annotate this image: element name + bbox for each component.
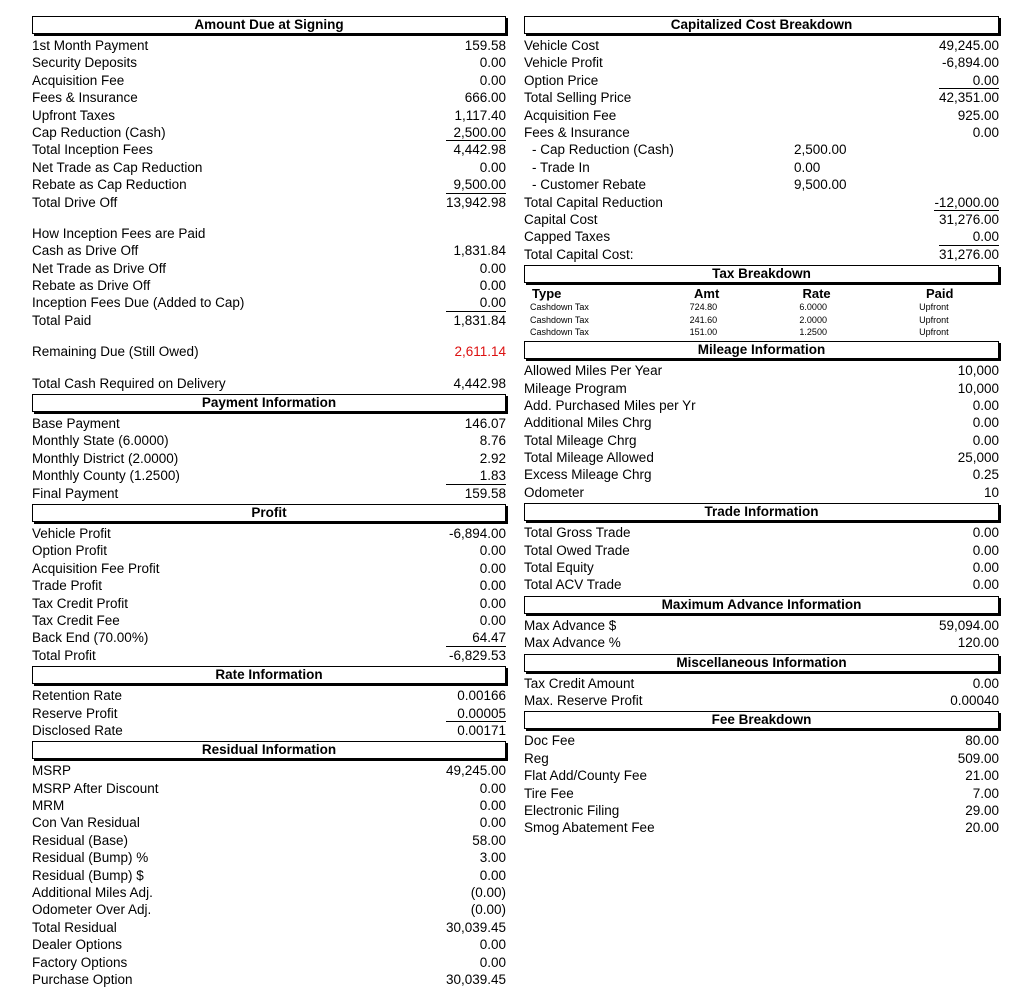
row-value: 0.00 bbox=[479, 55, 506, 71]
row-label: Additional Miles Adj. bbox=[32, 885, 153, 901]
row-label: Residual (Bump) $ bbox=[32, 867, 144, 883]
row-value: 0.00 bbox=[939, 72, 999, 89]
row-label: Rebate as Cap Reduction bbox=[32, 177, 187, 193]
row-con-van-residual bbox=[32, 814, 506, 831]
row-value: (0.00) bbox=[470, 902, 506, 918]
row-dealer-options bbox=[32, 936, 506, 953]
row-total-drive-off bbox=[32, 194, 506, 211]
row-value: 1,831.84 bbox=[453, 243, 506, 259]
row-value: 0.00 bbox=[972, 124, 999, 140]
row-value: 1.83 bbox=[446, 467, 506, 484]
row-value: 0.00 bbox=[479, 543, 506, 559]
tax-cell: 241.60 bbox=[689, 314, 718, 325]
row-value: 0.00005 bbox=[446, 705, 506, 722]
row-label: Capital Cost bbox=[524, 211, 598, 227]
row-value: -6,829.53 bbox=[448, 647, 506, 663]
row-label: Total Profit bbox=[32, 647, 96, 663]
row-label: Residual (Bump) % bbox=[32, 850, 149, 866]
row-label: - Trade In bbox=[532, 159, 590, 175]
row-net-trade-as-drive-off bbox=[32, 260, 506, 277]
spacer bbox=[32, 211, 506, 225]
row-total-inception-fees bbox=[32, 141, 506, 158]
row-value: 21.00 bbox=[965, 768, 999, 784]
row-value: 49,245.00 bbox=[938, 38, 999, 53]
row-trade-profit bbox=[32, 577, 506, 594]
row-label: Acquisition Fee bbox=[524, 107, 617, 123]
row-value: 2,611.14 bbox=[454, 344, 506, 360]
row-value: 0.00 bbox=[479, 578, 506, 594]
row-value: 58.00 bbox=[472, 832, 506, 848]
row-label: Reserve Profit bbox=[32, 705, 118, 721]
row-label: Fees & Insurance bbox=[524, 124, 630, 140]
row-value: 0.00 bbox=[972, 525, 999, 541]
row-value: 0.00 bbox=[479, 159, 506, 175]
row-label: Max Advance % bbox=[524, 635, 621, 651]
row-label: Acquisition Fee Profit bbox=[32, 560, 160, 576]
row-value: (0.00) bbox=[470, 885, 506, 901]
row-value: 925.00 bbox=[957, 107, 999, 123]
row-excess-mileage-chrg bbox=[524, 466, 999, 483]
spacer bbox=[32, 329, 506, 343]
row-total-cash-required-on-delivery bbox=[32, 375, 506, 392]
row-trade-in bbox=[524, 159, 999, 176]
row-residual-base bbox=[32, 832, 506, 849]
row-value: 10,000 bbox=[957, 380, 999, 396]
row-label: 1st Month Payment bbox=[32, 38, 149, 53]
row-option-profit bbox=[32, 542, 506, 559]
row-label: Max Advance $ bbox=[524, 617, 617, 633]
row-value: 64.47 bbox=[446, 629, 506, 646]
row-total-mileage-allowed bbox=[524, 449, 999, 466]
tax-cell: 1.2500 bbox=[799, 327, 827, 338]
row-label: Total Mileage Chrg bbox=[524, 432, 637, 448]
row-total-acv-trade bbox=[524, 576, 999, 593]
row-vehicle-cost bbox=[524, 37, 999, 54]
row-label: Flat Add/County Fee bbox=[524, 768, 648, 784]
section-header-profit: Profit bbox=[32, 504, 506, 522]
row-label: Total Paid bbox=[32, 312, 92, 328]
row-label: Residual (Base) bbox=[32, 832, 129, 848]
row-label: Additional Miles Chrg bbox=[524, 415, 652, 431]
row-net-trade-as-cap-reduction bbox=[32, 159, 506, 176]
row-label: Tax Credit Profit bbox=[32, 595, 129, 611]
row-monthly-state-6-0000 bbox=[32, 432, 506, 449]
row-odometer-over-adj bbox=[32, 901, 506, 918]
row-label: Monthly District (2.0000) bbox=[32, 450, 179, 466]
row-label: Allowed Miles Per Year bbox=[524, 363, 663, 379]
tax-cell: 724.80 bbox=[689, 302, 718, 313]
row-label: Inception Fees Due (Added to Cap) bbox=[32, 295, 245, 311]
row-label: Total ACV Trade bbox=[524, 577, 622, 593]
row-label: Factory Options bbox=[32, 954, 128, 970]
section-header-fee-breakdown: Fee Breakdown bbox=[524, 711, 999, 729]
row-label: Vehicle Cost bbox=[524, 38, 600, 53]
row-vehicle-profit bbox=[524, 54, 999, 71]
row-value: 0.00 bbox=[479, 780, 506, 796]
row-value: 0.00 bbox=[972, 675, 999, 691]
tax-cell: 151.00 bbox=[689, 327, 718, 338]
row-value: 9,500.00 bbox=[446, 176, 506, 193]
row-total-mileage-chrg bbox=[524, 432, 999, 449]
row-label: Tire Fee bbox=[524, 785, 574, 801]
row-disclosed-rate bbox=[32, 722, 506, 739]
spacer bbox=[32, 361, 506, 375]
row-cash-as-drive-off bbox=[32, 242, 506, 259]
row-flat-add-county-fee bbox=[524, 767, 999, 784]
row-label: Total Residual bbox=[32, 919, 117, 935]
row-value: 0.00 bbox=[479, 815, 506, 831]
row-fees-insurance bbox=[524, 124, 999, 141]
row-label: Vehicle Profit bbox=[32, 525, 111, 541]
row-value: 0.00 bbox=[972, 432, 999, 448]
tax-cell: Cashdown Tax bbox=[530, 327, 589, 338]
row-value: 0.00 bbox=[972, 542, 999, 558]
row-value: 0.00 bbox=[972, 415, 999, 431]
row-reserve-profit bbox=[32, 705, 506, 722]
row-rebate-as-drive-off bbox=[32, 277, 506, 294]
row-purchase-option bbox=[32, 971, 506, 988]
row-label: Con Van Residual bbox=[32, 815, 140, 831]
row-total-capital-cost bbox=[524, 246, 999, 263]
tax-cell: Upfront bbox=[919, 302, 949, 313]
row-label: Odometer Over Adj. bbox=[32, 902, 152, 918]
row-msrp bbox=[32, 762, 506, 779]
row-label: Back End (70.00%) bbox=[32, 630, 149, 646]
row-value: 31,276.00 bbox=[938, 246, 999, 262]
row-value: 0.00 bbox=[479, 260, 506, 276]
row-total-profit bbox=[32, 647, 506, 664]
row-value: 10,000 bbox=[957, 363, 999, 379]
row-total-selling-price bbox=[524, 89, 999, 106]
row-label: Final Payment bbox=[32, 485, 119, 501]
row-value: 0.00 bbox=[479, 937, 506, 953]
row-value: 49,245.00 bbox=[445, 763, 506, 779]
row-value: 0.00 bbox=[479, 867, 506, 883]
row-label: Total Equity bbox=[524, 560, 594, 576]
row-value: 0.00 bbox=[446, 294, 506, 311]
row-value: 30,039.45 bbox=[445, 919, 506, 935]
section-header-mileage-information: Mileage Information bbox=[524, 341, 999, 359]
row-label: Excess Mileage Chrg bbox=[524, 467, 652, 483]
row-label: Total Owed Trade bbox=[524, 542, 630, 558]
row-vehicle-profit bbox=[32, 525, 506, 542]
row-acquisition-fee-profit bbox=[32, 560, 506, 577]
tax-cell: 2.0000 bbox=[799, 314, 827, 325]
row-label: Odometer bbox=[524, 484, 585, 500]
row-tire-fee bbox=[524, 785, 999, 802]
row-value: 1,831.84 bbox=[453, 312, 506, 328]
tax-cell: Upfront bbox=[919, 327, 949, 338]
row-value: 0.00166 bbox=[457, 688, 506, 704]
section-header-residual-information: Residual Information bbox=[32, 741, 506, 759]
tax-cell: 6.0000 bbox=[799, 302, 827, 313]
row-value: 10 bbox=[983, 484, 999, 500]
row-value: 20.00 bbox=[965, 820, 999, 836]
row-fees-insurance bbox=[32, 89, 506, 106]
row-value: 8.76 bbox=[479, 433, 506, 449]
row-total-capital-reduction bbox=[524, 194, 999, 211]
section-header-amount-due-at-signing: Amount Due at Signing bbox=[32, 16, 506, 34]
row-total-gross-trade bbox=[524, 524, 999, 541]
row-odometer bbox=[524, 484, 999, 501]
row-value: 666.00 bbox=[464, 90, 506, 106]
row-label: Dealer Options bbox=[32, 937, 123, 953]
row-label: Total Selling Price bbox=[524, 90, 632, 106]
row-label: Acquisition Fee bbox=[32, 72, 125, 88]
tax-table-row bbox=[524, 301, 999, 314]
row-label: Security Deposits bbox=[32, 55, 138, 71]
section-header-miscellaneous-information: Miscellaneous Information bbox=[524, 654, 999, 672]
row-reg bbox=[524, 750, 999, 767]
row-label: Net Trade as Cap Reduction bbox=[32, 159, 203, 175]
row-value: 42,351.00 bbox=[938, 90, 999, 106]
row-value: 0.25 bbox=[972, 467, 999, 483]
row-value bbox=[446, 225, 506, 242]
row-value: 4,442.98 bbox=[453, 375, 506, 391]
row-label: Total Gross Trade bbox=[524, 525, 631, 541]
row-value bbox=[939, 159, 999, 176]
row-label: Tax Credit Fee bbox=[32, 612, 120, 628]
row-sub-value: 0.00 bbox=[794, 159, 821, 175]
row-label: Mileage Program bbox=[524, 380, 627, 396]
row-capital-cost bbox=[524, 211, 999, 228]
row-max-advance bbox=[524, 634, 999, 651]
row-value: 0.00040 bbox=[950, 693, 999, 708]
tax-cell: Rate bbox=[802, 286, 831, 302]
row-base-payment bbox=[32, 415, 506, 432]
row-label: Trade Profit bbox=[32, 578, 103, 594]
row-value: 159.58 bbox=[464, 485, 506, 501]
row-label: Monthly State (6.0000) bbox=[32, 433, 169, 449]
row-label: Capped Taxes bbox=[524, 229, 611, 245]
row-doc-fee bbox=[524, 732, 999, 749]
row-final-payment bbox=[32, 485, 506, 502]
row-total-paid bbox=[32, 312, 506, 329]
tax-table-row bbox=[524, 314, 999, 327]
row-value: 0.00 bbox=[972, 577, 999, 593]
row-label: Base Payment bbox=[32, 416, 120, 432]
section-header-maximum-advance-information: Maximum Advance Information bbox=[524, 596, 999, 614]
row-factory-options bbox=[32, 954, 506, 971]
row-label: MRM bbox=[32, 798, 65, 814]
row-additional-miles-chrg bbox=[524, 414, 999, 431]
row-value: 80.00 bbox=[965, 733, 999, 749]
row-inception-fees-due-added-to-cap bbox=[32, 294, 506, 311]
row-allowed-miles-per-year bbox=[524, 362, 999, 379]
row-remaining-due-still-owed bbox=[32, 343, 506, 360]
row-value: -6,894.00 bbox=[448, 525, 506, 541]
row-sub-value: 2,500.00 bbox=[794, 142, 847, 158]
row-add-purchased-miles-per-yr bbox=[524, 397, 999, 414]
tax-cell: Upfront bbox=[919, 314, 949, 325]
row-residual-bump bbox=[32, 849, 506, 866]
section-header-tax-breakdown: Tax Breakdown bbox=[524, 265, 999, 283]
tax-cell: Cashdown Tax bbox=[530, 314, 589, 325]
row-option-price bbox=[524, 72, 999, 89]
section-header-trade-information: Trade Information bbox=[524, 503, 999, 521]
section-header-capitalized-cost-breakdown: Capitalized Cost Breakdown bbox=[524, 16, 999, 34]
row-value: 0.00 bbox=[479, 954, 506, 970]
row-label: MSRP bbox=[32, 763, 72, 779]
row-label: Total Inception Fees bbox=[32, 142, 153, 158]
row-label: Vehicle Profit bbox=[524, 55, 603, 71]
row-label: - Cap Reduction (Cash) bbox=[532, 142, 674, 158]
row-label: Electronic Filing bbox=[524, 802, 620, 818]
row-label: Option Profit bbox=[32, 543, 108, 559]
row-total-residual bbox=[32, 919, 506, 936]
row-value: 146.07 bbox=[464, 416, 506, 432]
row-max-reserve-profit bbox=[524, 692, 999, 709]
row-label: Rebate as Drive Off bbox=[32, 278, 151, 294]
row-value: 25,000 bbox=[957, 450, 999, 466]
row-smog-abatement-fee bbox=[524, 819, 999, 836]
row-label: Total Mileage Allowed bbox=[524, 450, 654, 466]
row-value: 0.00 bbox=[479, 798, 506, 814]
row-value: 2,500.00 bbox=[446, 124, 506, 141]
row-value: 31,276.00 bbox=[938, 211, 999, 227]
row-capped-taxes bbox=[524, 228, 999, 245]
row-label: Option Price bbox=[524, 72, 599, 88]
row-sub-value: 9,500.00 bbox=[794, 177, 847, 193]
row-rebate-as-cap-reduction bbox=[32, 176, 506, 193]
row-value: 29.00 bbox=[965, 802, 999, 818]
row-retention-rate bbox=[32, 687, 506, 704]
tax-cell: Amt bbox=[694, 286, 720, 302]
row-value: 4,442.98 bbox=[453, 142, 506, 158]
row-value: 2.92 bbox=[479, 450, 506, 466]
row-1st-month-payment bbox=[32, 37, 506, 54]
row-cap-reduction-cash bbox=[524, 141, 999, 158]
right-column bbox=[524, 14, 999, 837]
row-label: Cash as Drive Off bbox=[32, 243, 139, 259]
row-electronic-filing bbox=[524, 802, 999, 819]
row-label: Remaining Due (Still Owed) bbox=[32, 344, 199, 360]
row-label: Monthly County (1.2500) bbox=[32, 468, 180, 484]
row-tax-credit-fee bbox=[32, 612, 506, 629]
row-value: 7.00 bbox=[972, 785, 999, 801]
row-value: 3.00 bbox=[479, 850, 506, 866]
row-label: Max. Reserve Profit bbox=[524, 693, 643, 708]
row-additional-miles-adj bbox=[32, 884, 506, 901]
row-cap-reduction-cash bbox=[32, 124, 506, 141]
row-max-advance bbox=[524, 617, 999, 634]
row-acquisition-fee bbox=[524, 107, 999, 124]
row-value: -6,894.00 bbox=[941, 55, 999, 71]
row-monthly-district-2-0000 bbox=[32, 450, 506, 467]
row-label: Doc Fee bbox=[524, 733, 576, 749]
tax-cell: Type bbox=[532, 286, 562, 302]
row-upfront-taxes bbox=[32, 107, 506, 124]
row-label: MSRP After Discount bbox=[32, 780, 159, 796]
row-msrp-after-discount bbox=[32, 780, 506, 797]
row-value: 0.00 bbox=[479, 595, 506, 611]
row-acquisition-fee bbox=[32, 72, 506, 89]
row-residual-bump bbox=[32, 867, 506, 884]
row-value bbox=[939, 176, 999, 193]
row-label: Purchase Option bbox=[32, 971, 133, 987]
tax-cell: Cashdown Tax bbox=[530, 302, 589, 313]
row-value: 0.00 bbox=[479, 612, 506, 628]
section-header-payment-information: Payment Information bbox=[32, 394, 506, 412]
row-label: Upfront Taxes bbox=[32, 107, 116, 123]
row-value bbox=[939, 141, 999, 158]
row-value: 0.00 bbox=[479, 72, 506, 88]
row-value: 0.00 bbox=[479, 278, 506, 294]
row-label: Reg bbox=[524, 750, 549, 766]
row-label: Total Drive Off bbox=[32, 194, 118, 210]
row-value: 509.00 bbox=[957, 750, 999, 766]
row-value: 59,094.00 bbox=[938, 617, 999, 633]
row-tax-credit-amount bbox=[524, 675, 999, 692]
row-label: Smog Abatement Fee bbox=[524, 820, 655, 836]
row-total-owed-trade bbox=[524, 542, 999, 559]
row-label: Total Cash Required on Delivery bbox=[32, 375, 226, 391]
row-value: 0.00 bbox=[972, 560, 999, 576]
row-value: 0.00 bbox=[939, 228, 999, 245]
row-label: How Inception Fees are Paid bbox=[32, 225, 206, 241]
row-label: Cap Reduction (Cash) bbox=[32, 124, 166, 140]
row-customer-rebate bbox=[524, 176, 999, 193]
row-label: Add. Purchased Miles per Yr bbox=[524, 397, 696, 413]
row-security-deposits bbox=[32, 54, 506, 71]
tax-table-header bbox=[524, 286, 999, 301]
row-total-equity bbox=[524, 559, 999, 576]
left-column bbox=[32, 14, 506, 988]
row-value: 159.58 bbox=[464, 38, 506, 53]
row-label: Total Capital Reduction bbox=[524, 194, 663, 210]
tax-table-row bbox=[524, 326, 999, 339]
row-value: 13,942.98 bbox=[445, 194, 506, 210]
row-back-end-70-00 bbox=[32, 629, 506, 646]
row-tax-credit-profit bbox=[32, 595, 506, 612]
row-value: 0.00 bbox=[972, 397, 999, 413]
row-label: Retention Rate bbox=[32, 688, 123, 704]
row-label: Disclosed Rate bbox=[32, 722, 123, 738]
row-value: 0.00171 bbox=[457, 722, 506, 738]
row-mrm bbox=[32, 797, 506, 814]
row-value: 0.00 bbox=[479, 560, 506, 576]
row-how-inception-fees-are-paid bbox=[32, 225, 506, 242]
row-label: - Customer Rebate bbox=[532, 177, 647, 193]
row-label: Tax Credit Amount bbox=[524, 675, 635, 691]
row-value: 30,039.45 bbox=[445, 971, 506, 987]
row-label: Total Capital Cost: bbox=[524, 246, 634, 262]
row-value: 120.00 bbox=[957, 635, 999, 651]
row-label: Net Trade as Drive Off bbox=[32, 260, 167, 276]
row-monthly-county-1-2500 bbox=[32, 467, 506, 484]
row-value: -12,000.00 bbox=[934, 194, 999, 210]
section-header-rate-information: Rate Information bbox=[32, 666, 506, 684]
row-label: Fees & Insurance bbox=[32, 90, 138, 106]
row-mileage-program bbox=[524, 380, 999, 397]
tax-cell: Paid bbox=[925, 286, 954, 302]
row-value: 1,117.40 bbox=[454, 107, 506, 123]
